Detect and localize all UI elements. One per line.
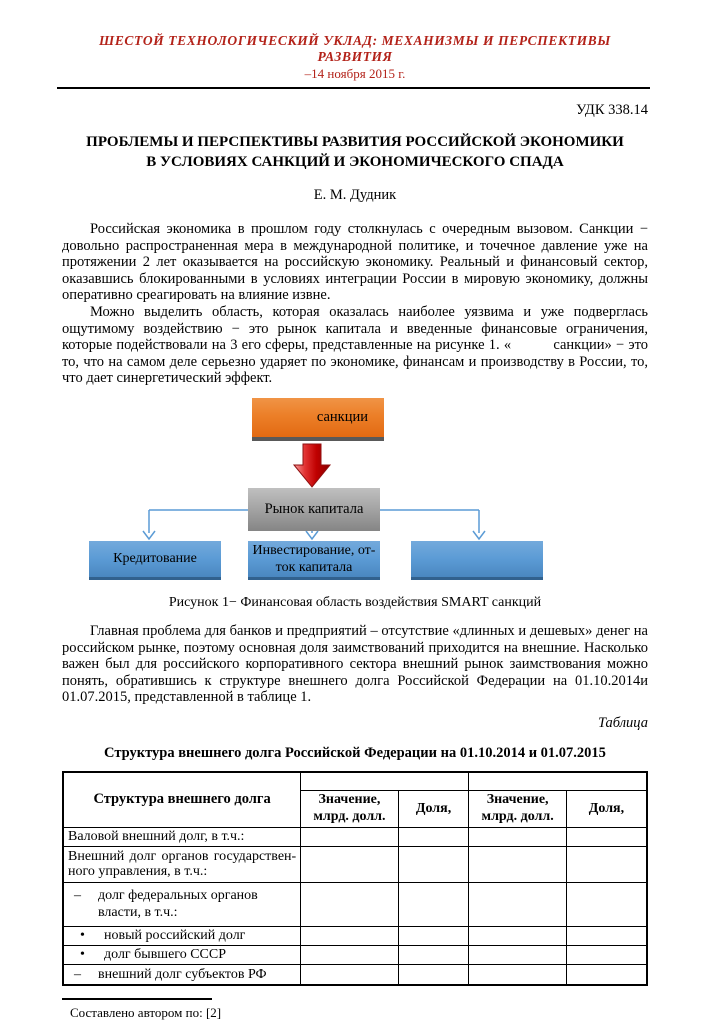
down-arrow-icon (290, 443, 334, 489)
value-cell (301, 964, 399, 985)
external-debt-table (62, 771, 648, 986)
value-cell (301, 828, 399, 847)
article-title (62, 133, 648, 172)
footnote-text: Составлено автором по: [2] (70, 1005, 222, 1021)
date-group-cell-1 (301, 772, 469, 791)
value-cell (301, 882, 399, 926)
value-cell (566, 964, 647, 985)
value-cell (398, 926, 469, 945)
table-title: Структура внешнего долга Российской Федерации на 01.10.2014 и 01.07.2015 (104, 744, 606, 761)
table-row (63, 847, 647, 883)
value-cell (566, 945, 647, 964)
article-title-line-1: ПРОБЛЕМЫ И ПЕРСПЕКТИВЫ РАЗВИТИЯ РОССИЙСКОЙ ЭКОНОМИКИ (86, 134, 624, 150)
conference-date: –14 ноября 2015 г. (304, 66, 406, 81)
column-header-share-1: Доля, (398, 791, 469, 828)
table-row (63, 828, 647, 847)
capital-market-box (248, 488, 380, 531)
investment-outflow-box (248, 541, 380, 580)
value-cell (566, 828, 647, 847)
value-cell (301, 847, 399, 883)
row-label-text: долг федеральных органов власти, в т.ч.: (98, 887, 258, 921)
column-header-share-2: Доля, (566, 791, 647, 828)
value-cell (566, 847, 647, 883)
table-row (63, 926, 647, 945)
crediting-box (89, 541, 221, 580)
value-cell (469, 847, 567, 883)
table-row (63, 882, 647, 926)
value-cell (301, 926, 399, 945)
row-label: Внешний долг органов государствен-ного управления, в т.ч.: (63, 847, 301, 883)
empty-blue-box (411, 541, 543, 580)
row-label-text: долг бывшего СССР (104, 946, 226, 962)
value-cell (469, 926, 567, 945)
value-cell (398, 945, 469, 964)
value-cell (398, 828, 469, 847)
date-group-cell-2 (469, 772, 647, 791)
row-label (63, 964, 301, 985)
value-cell (469, 882, 567, 926)
capital-market-label: Рынок капитала (264, 500, 364, 517)
article-author: Е. М. Дудник (313, 187, 397, 203)
paragraph-3: Главная проблема для банков и предприятий – отсутствие «длинных и дешевых» денег на российском рынке, поэтому основная доля заимствований приходится на внешние. Насколько важен был для российского корпоративного сектора внешний рынок заимствования можно понять, обратившись к структуре внешнего долга Российской Федерации на 01.10.2014и 01.07.2015, представленной в таблице 1. (62, 622, 648, 706)
bullet-marker: • (80, 927, 85, 943)
dash-marker: – (74, 887, 81, 903)
column-header-value-2: Значение, млрд. долл. (469, 791, 567, 828)
value-cell (469, 945, 567, 964)
row-label-text: внешний долг субъектов РФ (98, 966, 267, 982)
page-content (62, 0, 648, 1021)
row-label: Валовой внешний долг, в т.ч.: (63, 828, 301, 847)
row-label-text: новый российский долг (104, 927, 246, 943)
article-title-line-2: В УСЛОВИЯХ САНКЦИЙ И ЭКОНОМИЧЕСКОГО СПАДА (146, 153, 564, 170)
bullet-marker: • (80, 946, 85, 962)
row-label (63, 926, 301, 945)
value-cell (398, 882, 469, 926)
sanctions-box (252, 398, 384, 441)
value-cell (566, 882, 647, 926)
value-cell (469, 828, 567, 847)
dash-marker: – (74, 966, 81, 982)
value-cell (469, 964, 567, 985)
udc-code: УДК 338.14 (576, 102, 648, 118)
table-row (63, 964, 647, 985)
row-label (63, 945, 301, 964)
sanctions-box-label: санкции (316, 408, 368, 425)
conference-header: ШЕСТОЙ ТЕХНОЛОГИЧЕСКИЙ УКЛАД: МЕХАНИЗМЫ И ПЕРСПЕКТИВЫ РАЗВИТИЯ (99, 33, 611, 64)
paragraph-1: Российская экономика в прошлом году столкнулась с очередным вызовом. Санкции − довольно распространенная мера в международной политике, и точечное давление уже на протяжении 2 лет оказывается на российскую экономику. Реальный и финансовый сектор, оказавшись блокированными в условиях интеграции России в мировую экономику, должны оперативно среагировать на влияние извне. (62, 221, 648, 304)
header-divider (57, 87, 650, 89)
table-row (63, 945, 647, 964)
column-header-value-1: Значение, млрд. долл. (301, 791, 399, 828)
footnote-divider (62, 998, 212, 1000)
value-cell (301, 945, 399, 964)
table-label: Таблица (598, 714, 648, 731)
row-label (63, 882, 301, 926)
column-header-structure: Структура внешнего долга (63, 772, 301, 828)
figure-1-diagram (62, 393, 648, 592)
crediting-box-label: Кредитование (113, 551, 197, 567)
value-cell (398, 847, 469, 883)
paragraph-2: Можно выделить область, которая оказалась наиболее уязвима и уже подверглась ощутимому воздействию − это рынок капитала и введенные финансовые ограничения, которые подействовали на 3 его сферы, представленные на рисунке 1. « санкции» − это то, что на самом деле серьезно ударяет по экономике, финансам и производству в России, то, что дает синергетический эффект. (62, 303, 648, 387)
investment-outflow-label: Инвестирование, от-ток капитала (252, 542, 376, 575)
value-cell (566, 926, 647, 945)
figure-caption: Рисунок 1− Финансовая область воздействия SMART санкций (168, 594, 542, 610)
value-cell (398, 964, 469, 985)
table-header-row-dates (63, 772, 647, 791)
